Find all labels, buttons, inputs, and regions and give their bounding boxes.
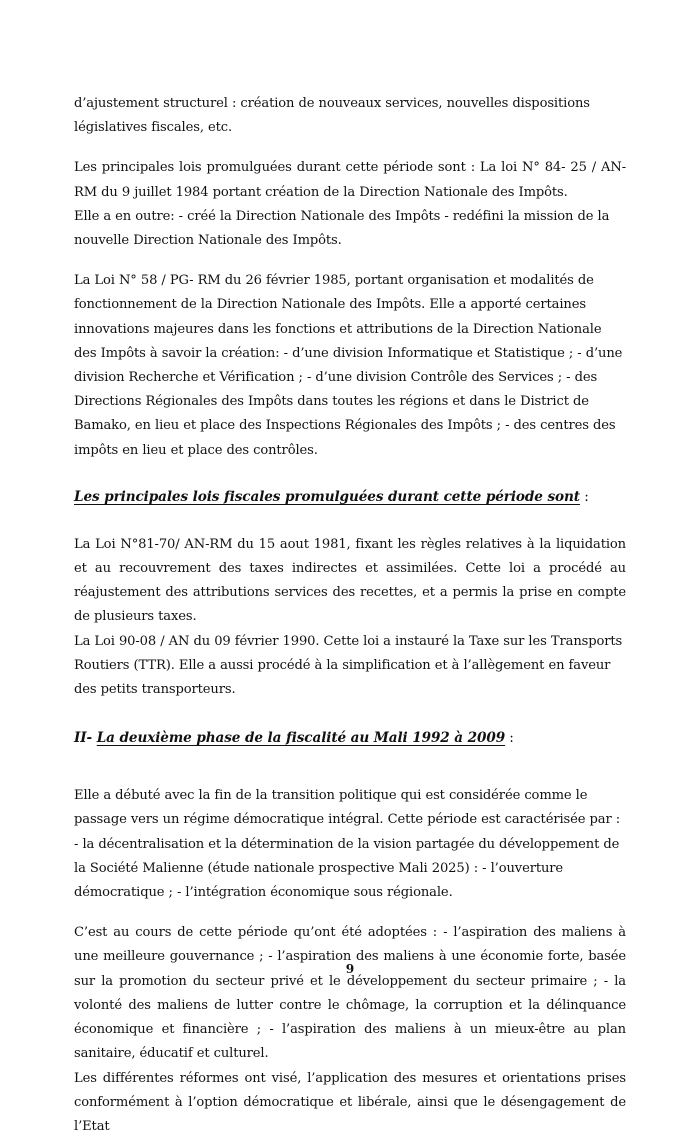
paragraph-principales-lois-promulguees <box>74 156 626 253</box>
heading-number-label: II- <box>74 730 97 746</box>
paragraph-line: Elle a débuté avec la fin de la transition politique qui est considérée comme le passage vers un régime démocratique intégral. Cette période est caractérisée par : - la décentralisation et la détermination de la vision partagée du développement de la Société Malienne (étude nationale prospective Mali 2025) : - l’ouverture démocratique ; - l’intégration économique sous régionale. <box>74 784 626 905</box>
paragraph-line: La Loi N°81-70/ AN-RM du 15 aout 1981, fixant les règles relatives à la liquidation et au recouvrement des taxes indirectes et assimilées. Cette loi a procédé au réajustement des attributions services des recettes, et a permis la prise en compte de plusieurs taxes. <box>74 533 626 630</box>
paragraph-loi-58-pg-rm <box>74 269 626 463</box>
paragraph-line: Elle a en outre: - créé la Direction Nationale des Impôts - redéfini la mission de la nouvelle Direction Nationale des Impôts. <box>74 205 626 253</box>
paragraph-line: C’est au cours de cette période qu’ont été adoptées : - l’aspiration des maliens à une meilleure gouvernance ; - l’aspiration des maliens à une économie forte, basée sur la promotion du secteur privé et le développement du secteur primaire ; - la volonté des maliens de lutter contre le chômage, la corruption et la délinquance économique et financière ; - l’aspiration des maliens à un mieux-être au plan sanitaire, éducatif et culturel. <box>74 921 626 1066</box>
heading-underlined-text: La deuxième phase de la fiscalité au Mali 1992 à 2009 <box>97 730 505 746</box>
paragraph-line: La Loi 90-08 / AN du 09 février 1990. Cette loi a instauré la Taxe sur les Transports Routiers (TTR). Elle a aussi procédé à la simplification et à l’allègement en faveur des petits transporteurs. <box>74 630 626 703</box>
paragraph-loi-81-70-et-90-08 <box>74 533 626 702</box>
paragraph-line: Les différentes réformes ont visé, l’application des mesures et orientations prises conformément à l’option démocratique et libérale, ainsi que le désengagement de l’Etat <box>74 1067 626 1139</box>
heading-deuxieme-phase-fiscalite <box>74 726 626 750</box>
heading-trailing-colon: : <box>505 730 514 746</box>
paragraph-ajustement-structurel <box>74 92 626 140</box>
paragraph-transition-politique <box>74 784 626 905</box>
document-body <box>74 92 626 1139</box>
paragraph-line: Les principales lois promulguées durant cette période sont : La loi N° 84- 25 / AN- RM du 9 juillet 1984 portant création de la Direction Nationale des Impôts. <box>74 156 626 204</box>
paragraph-aspirations-maliens <box>74 921 626 1139</box>
paragraph-line: La Loi N° 58 / PG- RM du 26 février 1985, portant organisation et modalités de fonctionnement de la Direction Nationale des Impôts. Elle a apporté certaines innovations majeures dans les fonctions et attributions de la Direction Nationale des Impôts à savoir la création: - d’une division Informatique et Statistique ; - d’une division Recherche et Vérification ; - d’une division Contrôle des Services ; - des Directions Régionales des Impôts dans toutes les régions et dans le District de Bamako, en lieu et place des Inspections Régionales des Impôts ; - des centres des impôts en lieu et place des contrôles. <box>74 269 626 463</box>
heading-underlined-text: Les principales lois fiscales promulguées durant cette période sont <box>74 489 580 505</box>
paragraph-line: d’ajustement structurel : création de nouveaux services, nouvelles dispositions législatives fiscales, etc. <box>74 92 626 140</box>
heading-trailing-colon: : <box>580 489 589 505</box>
page-number: 9 <box>0 962 700 976</box>
heading-lois-fiscales <box>74 485 626 509</box>
